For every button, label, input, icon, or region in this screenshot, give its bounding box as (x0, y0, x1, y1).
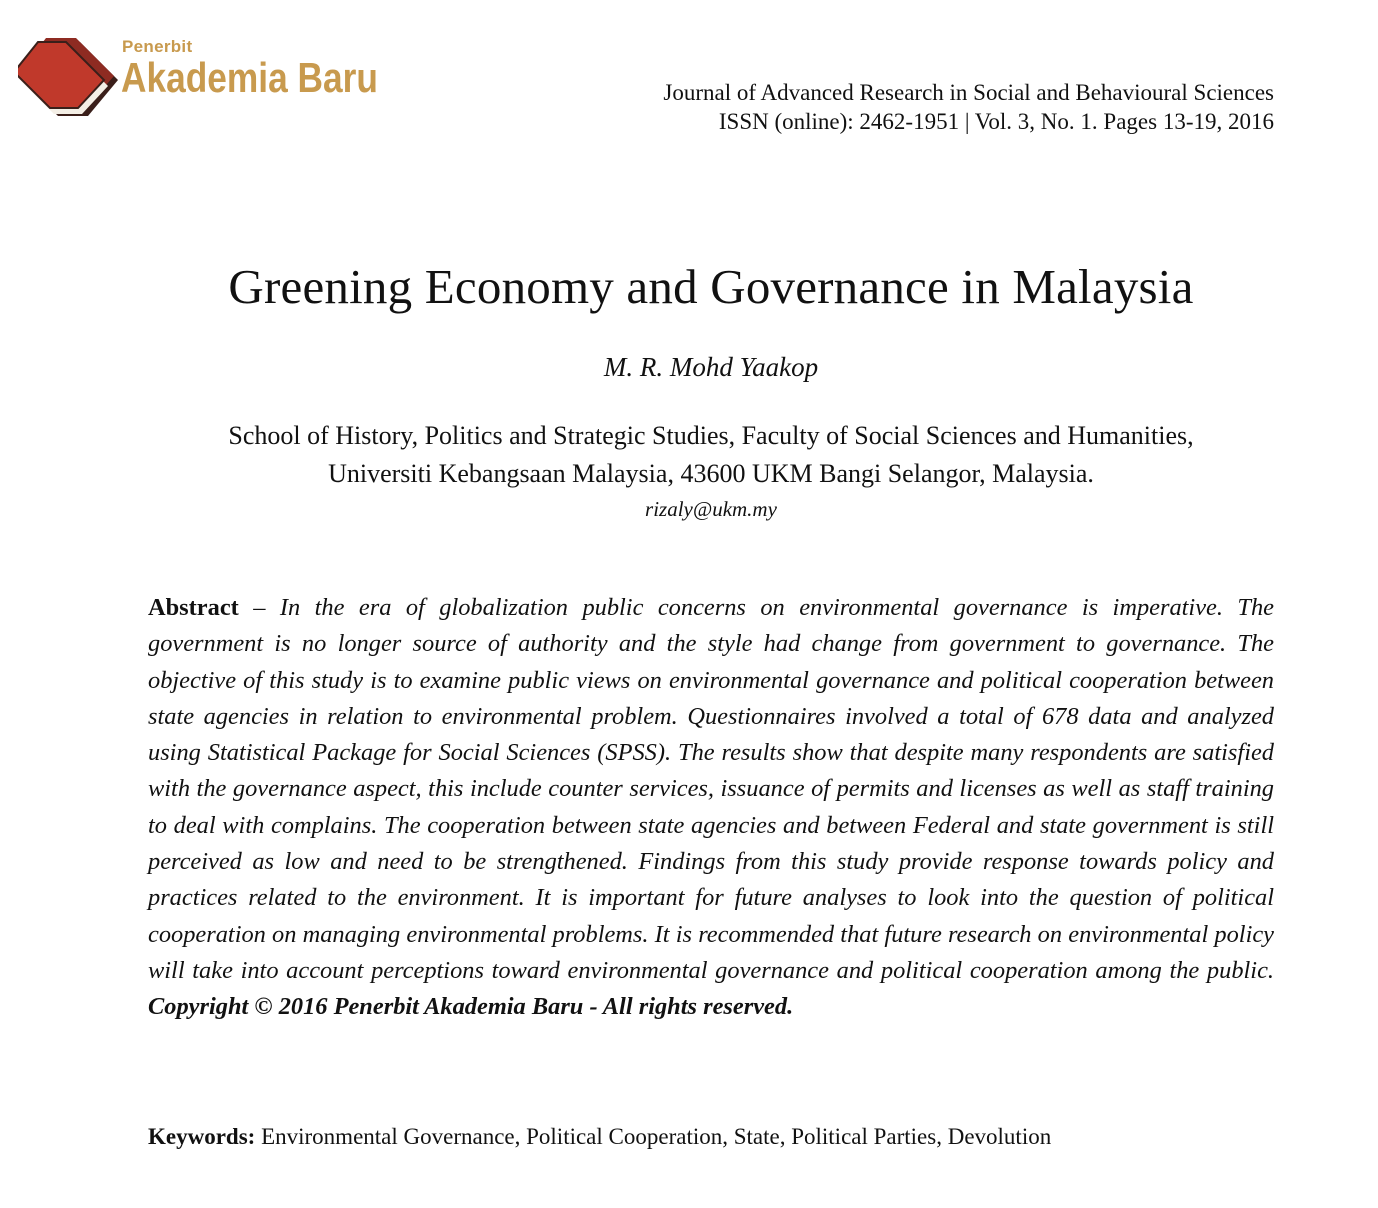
paper-author: M. R. Mohd Yaakop (603, 352, 819, 382)
abstract-paragraph (148, 590, 1274, 1026)
keywords-paragraph (148, 1124, 1274, 1150)
book-logo-icon (18, 32, 118, 118)
journal-name: Journal of Advanced Research in Social and Behavioural Sciences (663, 80, 1274, 105)
publisher-small-text: Penerbit (122, 37, 193, 56)
author-affiliation (22, 417, 1378, 493)
publisher-name: Akademia Baru (121, 54, 378, 101)
keywords-label: Keywords: (148, 1124, 256, 1149)
abstract-separator: – (238, 594, 280, 621)
author-email: rizaly@ukm.my (645, 497, 777, 521)
keywords-text: Environmental Governance, Political Cooperation, State, Political Parties, Devolution (255, 1124, 1052, 1149)
affiliation-line-2: Universiti Kebangsaan Malaysia, 43600 UKM Bangi Selangor, Malaysia. (328, 459, 1094, 488)
abstract-copyright: Copyright © 2016 Penerbit Akademia Baru - All rights reserved. (148, 993, 794, 1021)
paper-title: Greening Economy and Governance in Malaysia (228, 259, 1194, 314)
journal-header (663, 78, 1274, 136)
journal-issue-line: ISSN (online): 2462-1951 | Vol. 3, No. 1. Pages 13-19, 2016 (718, 109, 1274, 134)
publisher-logo (18, 28, 398, 118)
abstract-text: In the era of globalization public concerns on environmental governance is imperative. The government is no longer source of authority and the style had change from government to governance. The objective of this study is to examine public views on environmental governance and political cooperation between state agencies in relation to environmental problem. Questionnaires involved a total of 678 data and analyzed using Statistical Package for Social Sciences (SPSS). The results show that despite many respondents are satisfied with the governance aspect, this include counter services, issuance of permits and licenses as well as staff training to deal with complains. The cooperation between state agencies and between Federal and state government is still perceived as low and need to be strengthened. Findings from this study provide response towards policy and practices related to the environment. It is important for future analyses to look into the question of political cooperation on managing environmental problems. It is recommended that future research on environmental policy will take into account perceptions toward environmental governance and political cooperation among the public. (148, 594, 1274, 984)
affiliation-line-1: School of History, Politics and Strategic Studies, Faculty of Social Sciences and Humanities, (228, 421, 1194, 450)
abstract-label: Abstract (148, 594, 239, 621)
